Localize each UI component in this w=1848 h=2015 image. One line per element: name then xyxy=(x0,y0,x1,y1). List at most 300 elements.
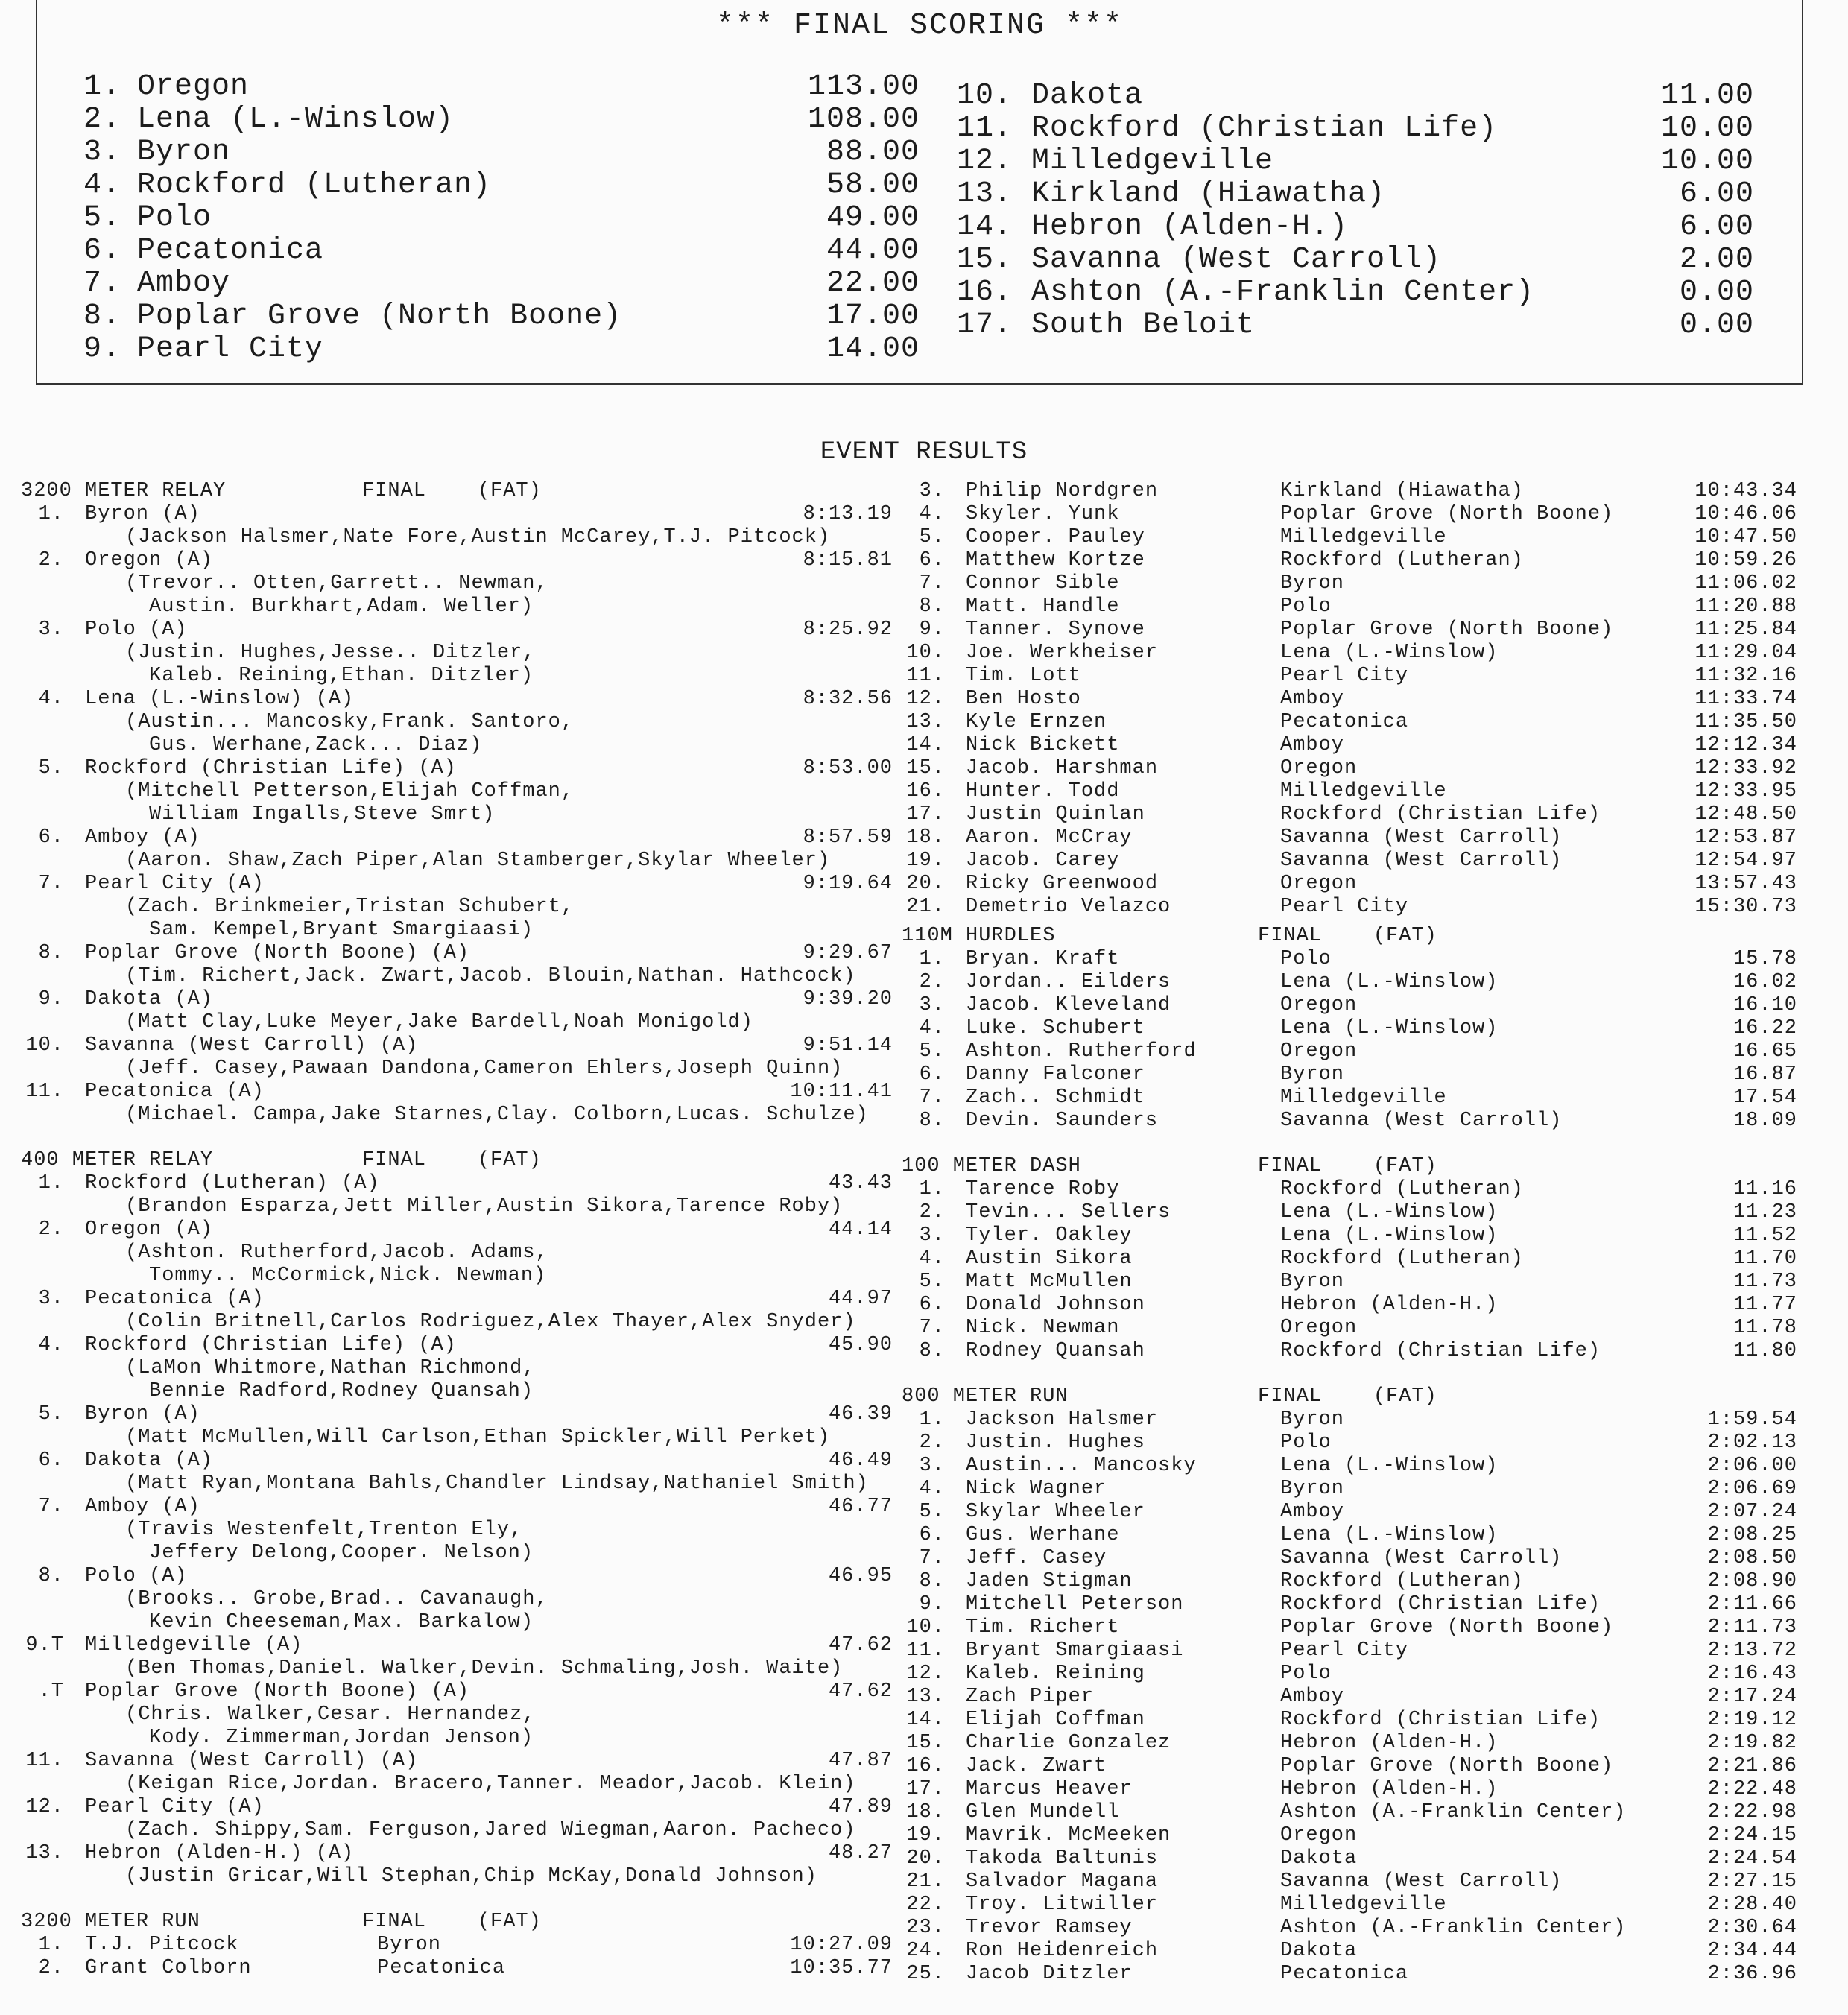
athlete-name: Kyle Ernzen xyxy=(966,711,1107,733)
score-points: 22.00 xyxy=(826,267,920,300)
athlete-school: Amboy xyxy=(1280,1686,1345,1708)
result-time: 47.89 xyxy=(828,1796,893,1818)
score-points: 113.00 xyxy=(807,70,920,104)
athlete-name: Luke. Schubert xyxy=(966,1017,1145,1040)
relay-members: William Ingalls,Steve Smrt) xyxy=(149,803,496,826)
result-time: 8:13.19 xyxy=(803,503,893,525)
athlete-school: Polo xyxy=(1280,948,1332,970)
event-name: 800 METER RUN xyxy=(902,1385,1069,1408)
result-time: 46.49 xyxy=(828,1449,893,1472)
result-row xyxy=(902,688,1797,711)
result-time: 2:13.72 xyxy=(1707,1639,1797,1662)
athlete-name: Kaleb. Reining xyxy=(966,1663,1145,1685)
result-place: 19. xyxy=(906,850,945,872)
result-time: 48.27 xyxy=(828,1842,893,1864)
result-time: 46.77 xyxy=(828,1496,893,1518)
athlete-name: Cooper. Pauley xyxy=(966,526,1145,548)
result-row xyxy=(902,1247,1797,1271)
score-place: 9. xyxy=(83,332,121,366)
result-time: 2:30.64 xyxy=(1707,1917,1797,1939)
athlete-school: Hebron (Alden-H.) xyxy=(1280,1294,1499,1316)
result-place: 1. xyxy=(919,948,945,970)
athlete-name: Tanner. Synove xyxy=(966,619,1145,641)
relay-result-row xyxy=(21,942,893,965)
athlete-name: Salvador Magana xyxy=(966,1870,1159,1893)
result-place: 20. xyxy=(906,1847,945,1870)
athlete-name: Charlie Gonzalez xyxy=(966,1732,1171,1754)
score-place: 17. xyxy=(957,309,1013,342)
athlete-school: Oregon xyxy=(1280,757,1358,779)
result-place: 24. xyxy=(906,1940,945,1962)
result-time: 11.16 xyxy=(1732,1178,1797,1201)
event-status: FINAL (FAT) xyxy=(362,1911,542,1933)
result-team: Rockford (Christian Life) (A) xyxy=(85,757,457,779)
result-time: 16.87 xyxy=(1732,1063,1797,1086)
athlete-school: Lena (L.-Winslow) xyxy=(1280,1201,1499,1224)
result-row xyxy=(902,1317,1797,1340)
relay-result-row xyxy=(21,757,893,780)
result-place: 5. xyxy=(919,1040,945,1063)
result-row xyxy=(902,1478,1797,1501)
athlete-school: Oregon xyxy=(1280,1317,1358,1339)
result-row xyxy=(902,1086,1797,1110)
result-place: 2. xyxy=(38,549,64,572)
result-row xyxy=(902,1408,1797,1432)
result-place: 2. xyxy=(919,1432,945,1454)
athlete-name: Joe. Werkheiser xyxy=(966,642,1159,664)
result-row xyxy=(902,734,1797,757)
athlete-name: Nick Bickett xyxy=(966,734,1120,756)
result-row xyxy=(902,1963,1797,1986)
result-time: 11:33.74 xyxy=(1694,688,1797,710)
relay-members: (Justin. Hughes,Jesse.. Ditzler, xyxy=(125,642,536,664)
result-place: 4. xyxy=(919,1247,945,1270)
result-time: 11:35.50 xyxy=(1694,711,1797,733)
score-place: 4. xyxy=(83,168,121,202)
athlete-school: Pearl City xyxy=(1280,665,1409,687)
result-row xyxy=(902,642,1797,665)
result-time: 9:39.20 xyxy=(803,988,893,1010)
result-place: 1. xyxy=(919,1408,945,1431)
athlete-school: Hebron (Alden-H.) xyxy=(1280,1732,1499,1754)
result-place: 6. xyxy=(919,1524,945,1546)
relay-members: (Aaron. Shaw,Zach Piper,Alan Stamberger,Skylar Wheeler) xyxy=(125,850,831,872)
result-place: 11. xyxy=(906,1639,945,1662)
event-3200-meter-run-continued xyxy=(902,480,1797,919)
relay-result-row xyxy=(21,1334,893,1357)
athlete-school: Kirkland (Hiawatha) xyxy=(1280,480,1524,502)
result-time: 2:19.12 xyxy=(1707,1709,1797,1731)
result-time: 43.43 xyxy=(828,1172,893,1195)
athlete-school: Milledgeville xyxy=(1280,526,1447,548)
relay-result-row xyxy=(21,1034,893,1057)
relay-result-row xyxy=(21,1680,893,1704)
athlete-school: Dakota xyxy=(1280,1940,1358,1962)
athlete-school: Oregon xyxy=(1280,1040,1358,1063)
score-team: South Beloit xyxy=(1031,309,1256,342)
result-place: 4. xyxy=(919,503,945,525)
result-row xyxy=(902,1110,1797,1133)
relay-result-row xyxy=(21,988,893,1011)
result-place: 23. xyxy=(906,1917,945,1939)
athlete-name: Donald Johnson xyxy=(966,1294,1145,1316)
score-team: Ashton (A.-Franklin Center) xyxy=(1031,276,1535,309)
event-100-meter-dash xyxy=(902,1155,1797,1363)
result-place: 4. xyxy=(919,1017,945,1040)
result-team: Dakota (A) xyxy=(85,1449,214,1472)
athlete-name: Matthew Kortze xyxy=(966,549,1145,572)
result-place: 10. xyxy=(906,642,945,664)
result-time: 11.52 xyxy=(1732,1224,1797,1247)
athlete-school: Poplar Grove (North Boone) xyxy=(1280,1616,1614,1639)
result-row xyxy=(902,1824,1797,1847)
relay-members: Austin. Burkhart,Adam. Weller) xyxy=(149,595,534,618)
result-time: 2:24.15 xyxy=(1707,1824,1797,1847)
score-place: 1. xyxy=(83,70,121,104)
relay-members: (Tim. Richert,Jack. Zwart,Jacob. Blouin,Nathan. Hathcock) xyxy=(125,965,856,987)
score-place: 15. xyxy=(957,243,1013,276)
result-time: 11.77 xyxy=(1732,1294,1797,1316)
athlete-name: Jack. Zwart xyxy=(966,1755,1107,1777)
score-team: Lena (L.-Winslow) xyxy=(137,103,455,136)
result-time: 46.39 xyxy=(828,1403,893,1426)
athlete-name: Rodney Quansah xyxy=(966,1340,1145,1362)
result-time: 10:47.50 xyxy=(1694,526,1797,548)
athlete-school: Pearl City xyxy=(1280,896,1409,918)
relay-members: (Justin Gricar,Will Stephan,Chip McKay,Donald Johnson) xyxy=(125,1865,817,1888)
score-team: Milledgeville xyxy=(1031,145,1274,178)
result-place: 12. xyxy=(25,1796,64,1818)
score-place: 13. xyxy=(957,177,1013,211)
athlete-school: Oregon xyxy=(1280,1824,1358,1847)
result-row xyxy=(902,1455,1797,1478)
relay-members: Kevin Cheeseman,Max. Barkalow) xyxy=(149,1611,534,1633)
result-row xyxy=(902,803,1797,826)
result-place: 20. xyxy=(906,873,945,895)
athlete-name: Glen Mundell xyxy=(966,1801,1120,1823)
result-place: 2. xyxy=(919,971,945,993)
relay-members: (Mitchell Petterson,Elijah Coffman, xyxy=(125,780,575,803)
result-place: 2. xyxy=(919,1201,945,1224)
score-points: 0.00 xyxy=(1679,276,1754,309)
relay-members: (Austin... Mancosky,Frank. Santoro, xyxy=(125,711,575,733)
event-header xyxy=(21,480,893,503)
result-row xyxy=(902,503,1797,526)
athlete-name: Philip Nordgren xyxy=(966,480,1159,502)
score-team: Savanna (West Carroll) xyxy=(1031,243,1442,276)
relay-members: (Brooks.. Grobe,Brad.. Cavanaugh, xyxy=(125,1588,548,1610)
relay-result-row xyxy=(21,826,893,850)
result-team: Polo (A) xyxy=(85,1565,188,1587)
result-time: 9:19.64 xyxy=(803,873,893,895)
result-place: 19. xyxy=(906,1824,945,1847)
relay-members: Kaleb. Reining,Ethan. Ditzler) xyxy=(149,665,534,687)
athlete-school: Savanna (West Carroll) xyxy=(1280,826,1563,849)
athlete-school: Byron xyxy=(377,1934,442,1956)
result-row xyxy=(902,1917,1797,1940)
relay-members: (Matt McMullen,Will Carlson,Ethan Spickler,Will Perket) xyxy=(125,1426,831,1449)
result-row xyxy=(902,1778,1797,1801)
result-time: 8:57.59 xyxy=(803,826,893,849)
result-time: 47.62 xyxy=(828,1680,893,1703)
relay-members: (Chris. Walker,Cesar. Hernandez, xyxy=(125,1704,536,1726)
result-time: 2:27.15 xyxy=(1707,1870,1797,1893)
result-place: .T xyxy=(38,1680,64,1703)
relay-members: Gus. Werhane,Zack... Diaz) xyxy=(149,734,483,756)
athlete-name: Grant Colborn xyxy=(85,1957,252,1979)
score-place: 6. xyxy=(83,234,121,268)
result-place: 8. xyxy=(38,1565,64,1587)
result-place: 21. xyxy=(906,896,945,918)
relay-result-row xyxy=(21,1403,893,1426)
athlete-name: Nick Wagner xyxy=(966,1478,1107,1500)
result-place: 5. xyxy=(919,1501,945,1523)
result-place: 2. xyxy=(38,1218,64,1241)
score-points: 17.00 xyxy=(826,300,920,333)
result-place: 18. xyxy=(906,826,945,849)
result-time: 2:24.54 xyxy=(1707,1847,1797,1870)
result-team: Pecatonica (A) xyxy=(85,1288,265,1310)
result-row xyxy=(902,1870,1797,1894)
athlete-name: Tyler. Oakley xyxy=(966,1224,1133,1247)
relay-result-row xyxy=(21,1496,893,1519)
result-place: 13. xyxy=(906,1686,945,1708)
score-place: 16. xyxy=(957,276,1013,309)
result-row xyxy=(902,896,1797,919)
athlete-name: Mitchell Peterson xyxy=(966,1593,1184,1616)
result-place: 8. xyxy=(919,1110,945,1132)
relay-result-row xyxy=(21,1449,893,1472)
relay-members: (Zach. Brinkmeier,Tristan Schubert, xyxy=(125,896,575,918)
result-place: 3. xyxy=(919,1224,945,1247)
result-time: 11:32.16 xyxy=(1694,665,1797,687)
result-place: 7. xyxy=(38,873,64,895)
score-points: 14.00 xyxy=(826,332,920,366)
athlete-school: Milledgeville xyxy=(1280,780,1447,803)
result-time: 2:07.24 xyxy=(1707,1501,1797,1523)
score-team: Rockford (Lutheran) xyxy=(137,168,492,202)
result-time: 47.62 xyxy=(828,1634,893,1657)
result-time: 2:06.00 xyxy=(1707,1455,1797,1477)
athlete-school: Lena (L.-Winslow) xyxy=(1280,1524,1499,1546)
result-time: 17.54 xyxy=(1732,1086,1797,1109)
event-110m-hurdles xyxy=(902,925,1797,1133)
result-row xyxy=(902,1847,1797,1870)
result-team: Byron (A) xyxy=(85,1403,200,1426)
result-time: 2:28.40 xyxy=(1707,1894,1797,1916)
athlete-name: Ben Hosto xyxy=(966,688,1081,710)
result-time: 9:29.67 xyxy=(803,942,893,964)
result-time: 10:46.06 xyxy=(1694,503,1797,525)
result-place: 5. xyxy=(919,1271,945,1293)
relay-result-row xyxy=(21,1081,893,1104)
relay-result-row xyxy=(21,549,893,572)
result-time: 8:32.56 xyxy=(803,688,893,710)
result-time: 47.87 xyxy=(828,1750,893,1772)
result-time: 15.78 xyxy=(1732,948,1797,970)
result-time: 9:51.14 xyxy=(803,1034,893,1057)
result-row xyxy=(902,1894,1797,1917)
score-points: 6.00 xyxy=(1679,210,1754,244)
relay-members: Sam. Kempel,Bryant Smargiaasi) xyxy=(149,919,534,941)
result-row xyxy=(902,1063,1797,1086)
score-team: Amboy xyxy=(137,267,231,300)
athlete-school: Polo xyxy=(1280,1432,1332,1454)
relay-members: Kody. Zimmerman,Jordan Jenson) xyxy=(149,1727,534,1749)
score-points: 10.00 xyxy=(1660,112,1754,145)
result-place: 12. xyxy=(906,1663,945,1685)
right-results-column xyxy=(902,480,1797,1986)
athlete-name: Skylar Wheeler xyxy=(966,1501,1145,1523)
result-place: 11. xyxy=(25,1750,64,1772)
athlete-school: Rockford (Lutheran) xyxy=(1280,1247,1524,1270)
score-place: 10. xyxy=(957,79,1013,113)
score-points: 58.00 xyxy=(826,168,920,202)
result-time: 10:59.26 xyxy=(1694,549,1797,572)
result-time: 18.09 xyxy=(1732,1110,1797,1132)
result-row xyxy=(902,1432,1797,1455)
athlete-school: Lena (L.-Winslow) xyxy=(1280,1017,1499,1040)
athlete-name: Connor Sible xyxy=(966,572,1120,595)
athlete-name: Jeff. Casey xyxy=(966,1547,1107,1569)
result-row xyxy=(21,1957,893,1980)
athlete-school: Polo xyxy=(1280,595,1332,618)
result-place: 13. xyxy=(25,1842,64,1864)
result-place: 16. xyxy=(906,1755,945,1777)
final-scoring-title: *** FINAL SCORING *** xyxy=(715,9,1124,42)
result-time: 2:11.73 xyxy=(1707,1616,1797,1639)
result-row xyxy=(902,826,1797,850)
athlete-name: Zach.. Schmidt xyxy=(966,1086,1145,1109)
result-team: Pearl City (A) xyxy=(85,1796,265,1818)
athlete-school: Pecatonica xyxy=(1280,711,1409,733)
result-row xyxy=(902,994,1797,1017)
result-place: 5. xyxy=(38,757,64,779)
athlete-name: Ashton. Rutherford xyxy=(966,1040,1197,1063)
result-time: 10:11.41 xyxy=(790,1081,893,1103)
athlete-school: Byron xyxy=(1280,1478,1345,1500)
result-place: 7. xyxy=(919,1086,945,1109)
relay-members: (Travis Westenfelt,Trenton Ely, xyxy=(125,1519,523,1541)
result-time: 2:34.44 xyxy=(1707,1940,1797,1962)
result-place: 17. xyxy=(906,803,945,826)
athlete-name: Justin. Hughes xyxy=(966,1432,1145,1454)
relay-result-row xyxy=(21,1565,893,1588)
event-status: FINAL (FAT) xyxy=(1258,1385,1437,1408)
event-status: FINAL (FAT) xyxy=(362,1149,542,1171)
result-team: Savanna (West Carroll) (A) xyxy=(85,1034,419,1057)
athlete-name: Bryant Smargiaasi xyxy=(966,1639,1184,1662)
result-place: 7. xyxy=(919,1317,945,1339)
result-place: 10. xyxy=(25,1034,64,1057)
relay-result-row xyxy=(21,1842,893,1865)
athlete-name: Jackson Halsmer xyxy=(966,1408,1159,1431)
result-time: 11:25.84 xyxy=(1694,619,1797,641)
athlete-name: T.J. Pitcock xyxy=(85,1934,239,1956)
athlete-school: Pecatonica xyxy=(377,1957,506,1979)
result-time: 2:06.69 xyxy=(1707,1478,1797,1500)
athlete-school: Savanna (West Carroll) xyxy=(1280,1870,1563,1893)
relay-result-row xyxy=(21,1750,893,1773)
result-time: 11:06.02 xyxy=(1694,572,1797,595)
relay-members: (Jackson Halsmer,Nate Fore,Austin McCarey,T.J. Pitcock) xyxy=(125,526,831,548)
event-400-meter-relay xyxy=(21,1149,893,1888)
result-time: 46.95 xyxy=(828,1565,893,1587)
score-team: Polo xyxy=(137,201,212,235)
event-name: 3200 METER RUN xyxy=(21,1911,200,1933)
athlete-school: Poplar Grove (North Boone) xyxy=(1280,1755,1614,1777)
result-row xyxy=(902,1755,1797,1778)
result-time: 12:33.92 xyxy=(1694,757,1797,779)
result-row xyxy=(902,1639,1797,1663)
relay-members: (Trevor.. Otten,Garrett.. Newman, xyxy=(125,572,548,595)
athlete-school: Rockford (Lutheran) xyxy=(1280,1570,1524,1592)
score-team: Hebron (Alden-H.) xyxy=(1031,210,1349,244)
athlete-name: Danny Falconer xyxy=(966,1063,1145,1086)
athlete-name: Troy. Litwiller xyxy=(966,1894,1159,1916)
result-place: 8. xyxy=(919,1570,945,1592)
athlete-school: Polo xyxy=(1280,1663,1332,1685)
result-team: Byron (A) xyxy=(85,503,200,525)
score-points: 0.00 xyxy=(1679,309,1754,342)
relay-result-row xyxy=(21,873,893,896)
result-place: 7. xyxy=(38,1496,64,1518)
relay-result-row xyxy=(21,619,893,642)
event-status: FINAL (FAT) xyxy=(362,480,542,502)
athlete-school: Rockford (Christian Life) xyxy=(1280,1340,1601,1362)
result-place: 6. xyxy=(919,1294,945,1316)
result-time: 2:19.82 xyxy=(1707,1732,1797,1754)
result-row xyxy=(902,1178,1797,1201)
result-time: 1:59.54 xyxy=(1707,1408,1797,1431)
score-team: Dakota xyxy=(1031,79,1144,113)
result-place: 7. xyxy=(919,572,945,595)
result-place: 4. xyxy=(38,688,64,710)
result-team: Pearl City (A) xyxy=(85,873,265,895)
result-team: Hebron (Alden-H.) (A) xyxy=(85,1842,355,1864)
result-time: 44.97 xyxy=(828,1288,893,1310)
result-row xyxy=(902,1709,1797,1732)
score-team: Kirkland (Hiawatha) xyxy=(1031,177,1386,211)
result-time: 12:48.50 xyxy=(1694,803,1797,826)
result-place: 3. xyxy=(919,480,945,502)
result-place: 11. xyxy=(906,665,945,687)
score-place: 8. xyxy=(83,300,121,333)
score-points: 6.00 xyxy=(1679,177,1754,211)
athlete-school: Milledgeville xyxy=(1280,1086,1447,1109)
relay-members: (LaMon Whitmore,Nathan Richmond, xyxy=(125,1357,536,1379)
result-row xyxy=(902,526,1797,549)
relay-result-row xyxy=(21,1634,893,1657)
result-row xyxy=(902,1663,1797,1686)
result-time: 11.78 xyxy=(1732,1317,1797,1339)
athlete-school: Byron xyxy=(1280,1063,1345,1086)
result-time: 11.23 xyxy=(1732,1201,1797,1224)
athlete-name: Jacob. Harshman xyxy=(966,757,1159,779)
result-time: 12:33.95 xyxy=(1694,780,1797,803)
score-place: 5. xyxy=(83,201,121,235)
athlete-name: Mavrik. McMeeken xyxy=(966,1824,1171,1847)
relay-members: (Ben Thomas,Daniel. Walker,Devin. Schmaling,Josh. Waite) xyxy=(125,1657,844,1680)
athlete-school: Pearl City xyxy=(1280,1639,1409,1662)
result-row xyxy=(902,1801,1797,1824)
result-row xyxy=(902,1501,1797,1524)
result-row xyxy=(902,873,1797,896)
result-place: 9.T xyxy=(25,1634,64,1657)
result-row xyxy=(902,1224,1797,1247)
result-row xyxy=(902,971,1797,994)
score-team: Oregon xyxy=(137,70,250,104)
